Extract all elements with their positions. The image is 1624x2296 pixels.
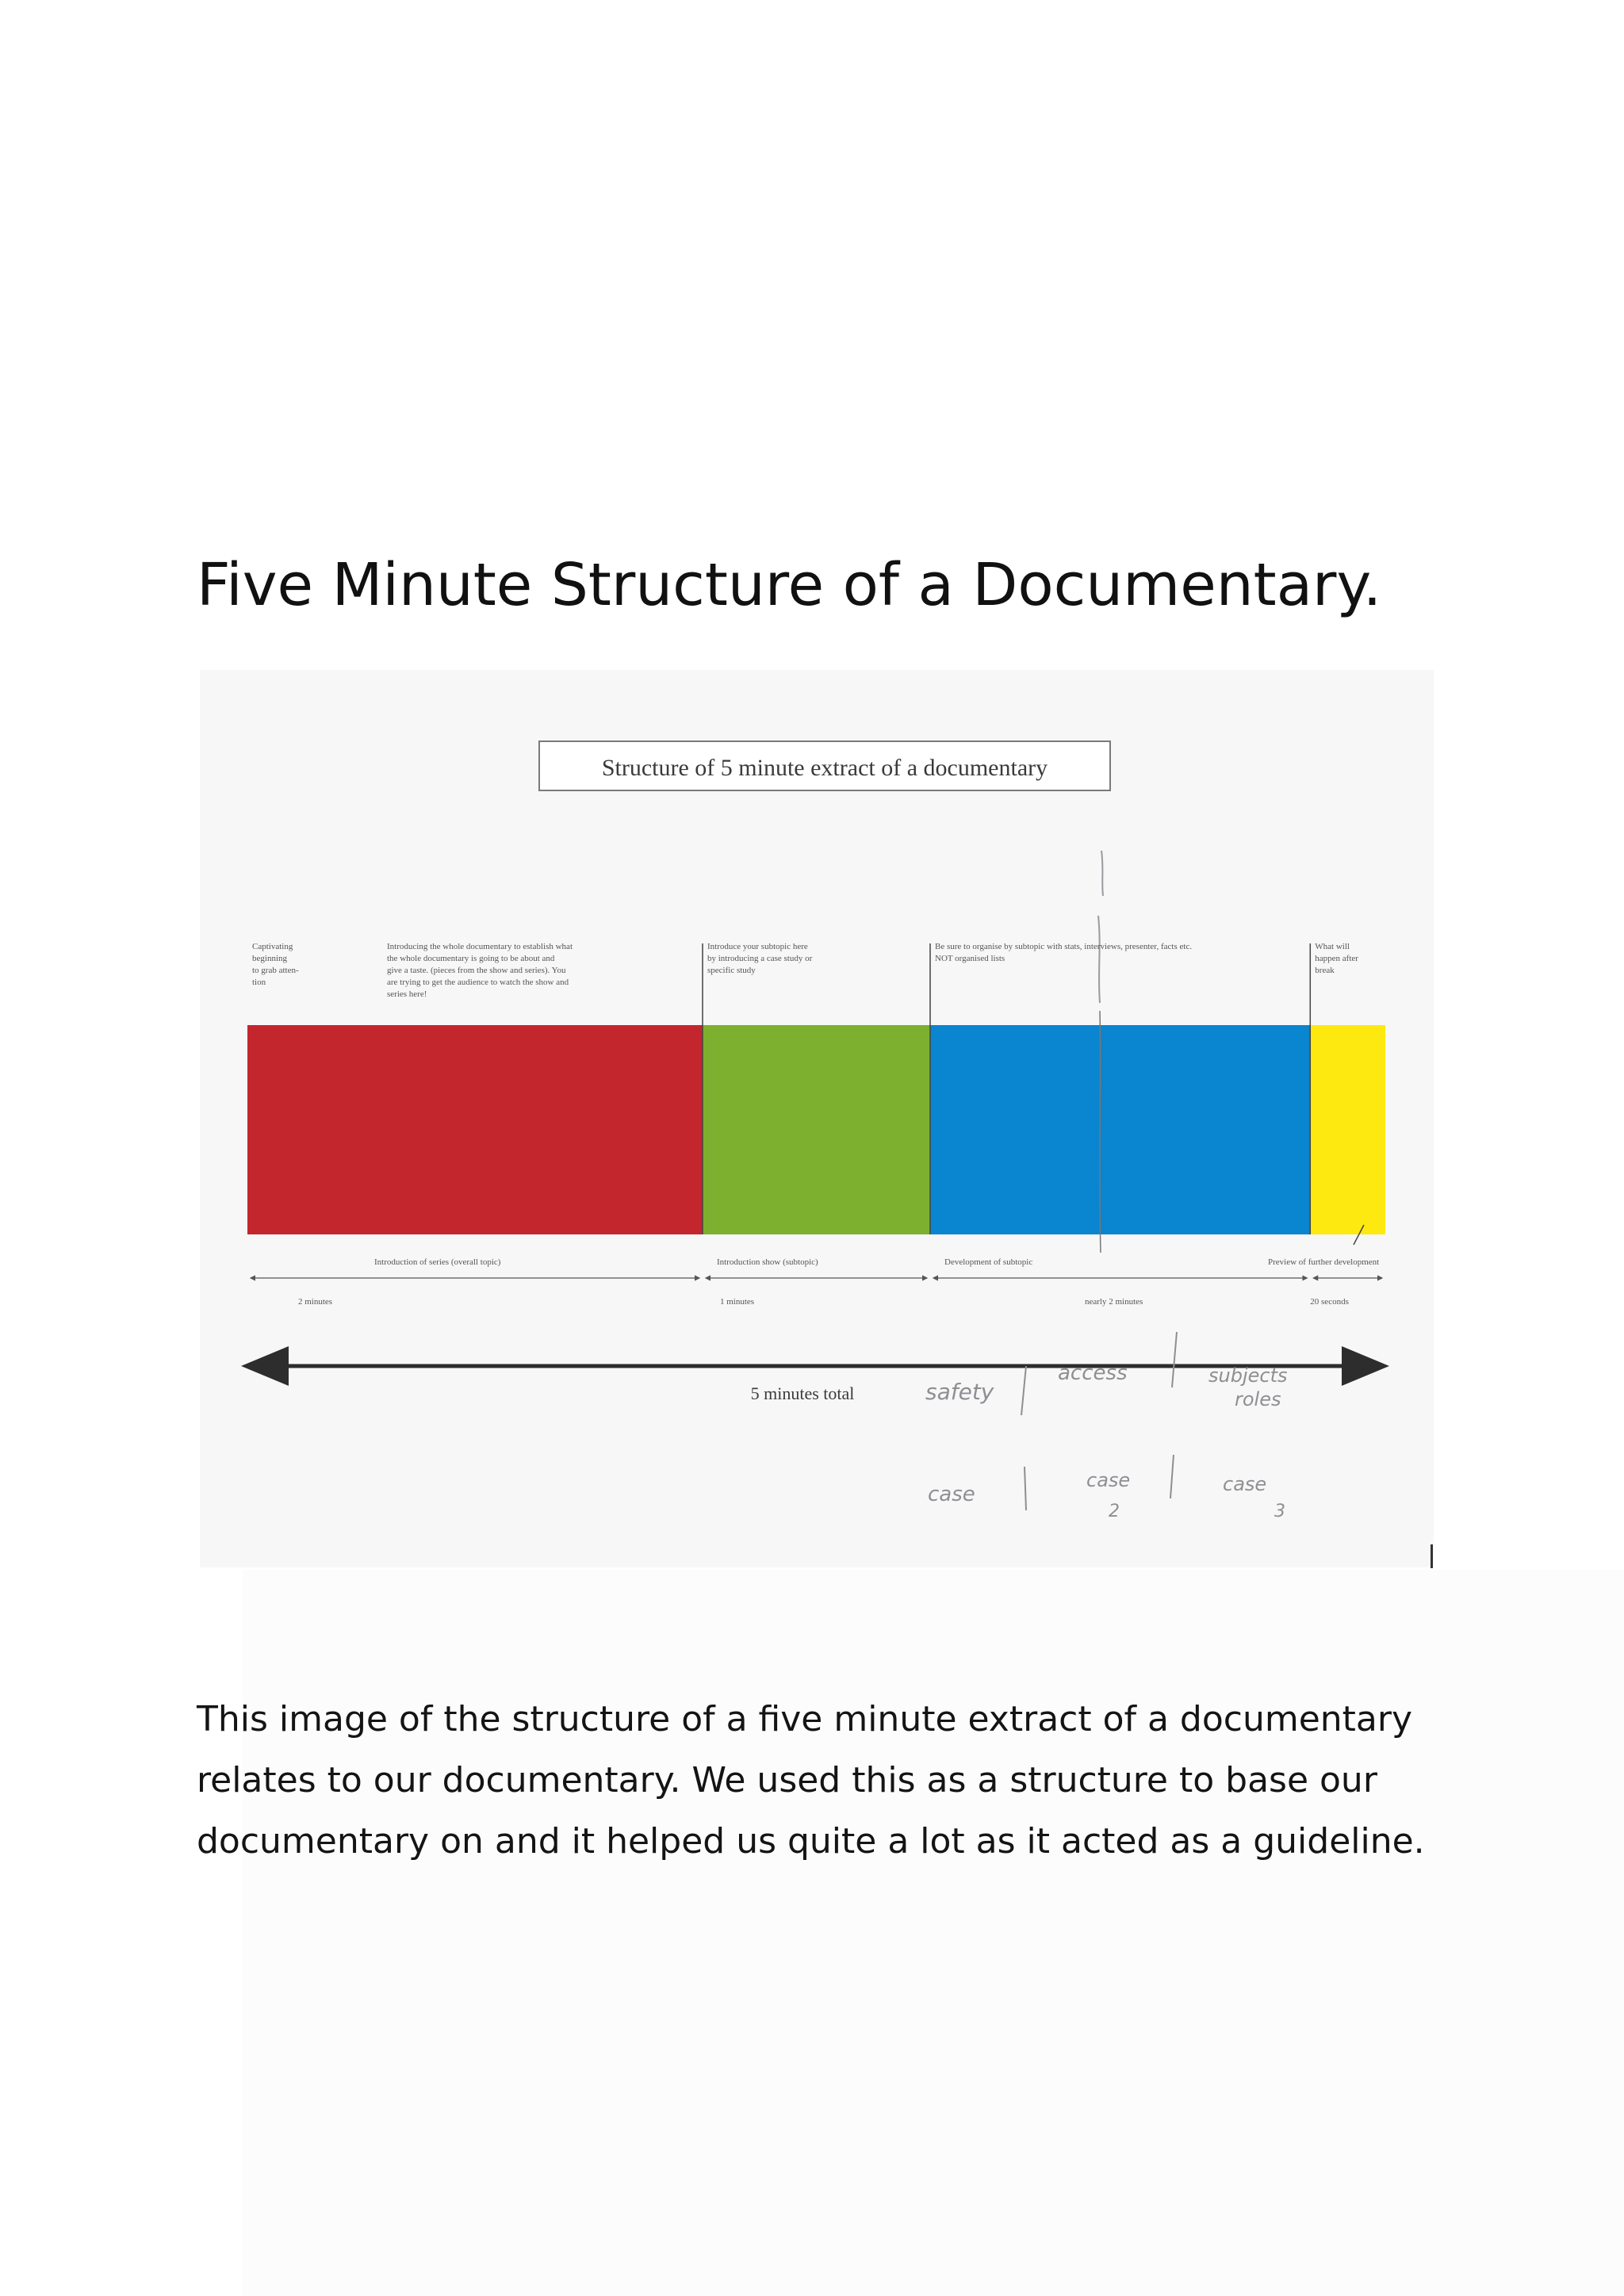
handwritten-divider <box>1172 1332 1177 1387</box>
segment-description-line: give a taste. (pieces from the show and series). You <box>387 966 566 975</box>
segment-bar-introduction-of-series <box>247 1025 703 1234</box>
body-paragraph <box>197 1689 1473 1872</box>
segment-description-line: break <box>1315 966 1335 975</box>
segment-duration-introduction-show: 1 minutes <box>720 1297 755 1307</box>
pencil-mark <box>1098 916 1100 1003</box>
body-line: This image of the structure of a five minute extract of a documentary <box>197 1699 1413 1739</box>
segment-duration-introduction-of-series: 2 minutes <box>298 1297 333 1307</box>
segment-description-line: are trying to get the audience to watch the show and <box>387 978 569 987</box>
segment-label-preview: Preview of further development <box>1268 1257 1380 1267</box>
handwritten-divider <box>1021 1366 1026 1415</box>
body-line: relates to our documentary. We used this as a structure to base our <box>197 1760 1377 1800</box>
segment-description-line: Captivating <box>252 942 293 951</box>
segment-bar-development-of-subtopic <box>930 1025 1310 1234</box>
handwritten-note-roles: roles <box>1235 1388 1281 1410</box>
sheet-edge-mark <box>1431 1544 1433 1568</box>
handwritten-divider <box>1025 1467 1026 1510</box>
segment-duration-development-of-subtopic: nearly 2 minutes <box>1085 1297 1143 1307</box>
segment-timeline <box>251 1257 1382 1307</box>
segment-descriptions <box>252 942 1358 999</box>
segment-description-line: happen after <box>1315 954 1358 963</box>
segment-description-line: by introducing a case study or <box>707 954 813 963</box>
segment-bar-introduction-show <box>703 1025 930 1234</box>
segment-description-line: the whole documentary is going to be about and <box>387 954 555 963</box>
page-background-shade <box>243 1570 1624 2296</box>
segment-description-line: beginning <box>252 954 287 963</box>
segment-label-introduction-of-series: Introduction of series (overall topic) <box>374 1257 501 1267</box>
documentary-structure-figure <box>200 670 1434 1567</box>
segment-bar-preview <box>1310 1025 1385 1234</box>
handwritten-note-case: case <box>1223 1473 1267 1495</box>
structure-diagram <box>200 670 1434 1567</box>
page-title: Five Minute Structure of a Documentary. <box>197 551 1382 619</box>
segment-description-line: What will <box>1315 942 1350 951</box>
handwritten-note-access: access <box>1058 1361 1128 1385</box>
segment-description-line: specific study <box>707 966 756 975</box>
segment-description-line: Introducing the whole documentary to establish what <box>387 942 573 951</box>
segment-description-line: tion <box>252 978 266 987</box>
segment-description-line: series here! <box>387 989 427 999</box>
segment-description-line: NOT organised lists <box>935 954 1005 963</box>
segment-duration-preview: 20 seconds <box>1310 1297 1349 1307</box>
segment-description-line: to grab atten- <box>252 966 299 975</box>
segment-description-line: Introduce your subtopic here <box>707 942 808 951</box>
handwritten-note-case: case <box>928 1483 975 1506</box>
handwritten-note-number: 3 <box>1274 1502 1285 1521</box>
body-line: documentary on and it helped us quite a lot as it acted as a guideline. <box>197 1821 1425 1862</box>
handwritten-divider <box>1170 1455 1174 1498</box>
handwritten-note-subjects: subjects <box>1208 1364 1288 1387</box>
total-duration-label: 5 minutes total <box>750 1383 855 1403</box>
segment-label-introduction-show: Introduction show (subtopic) <box>717 1257 818 1267</box>
handwritten-note-safety: safety <box>925 1379 994 1405</box>
segment-description-line: Be sure to organise by subtopic with stats, interviews, presenter, facts etc. <box>935 942 1193 951</box>
handwritten-note-number: 2 <box>1109 1502 1120 1521</box>
figure-heading: Structure of 5 minute extract of a documentary <box>601 755 1048 781</box>
handwritten-note-case: case <box>1086 1469 1131 1491</box>
segment-label-development-of-subtopic: Development of subtopic <box>944 1257 1033 1267</box>
pencil-mark <box>1101 851 1103 896</box>
